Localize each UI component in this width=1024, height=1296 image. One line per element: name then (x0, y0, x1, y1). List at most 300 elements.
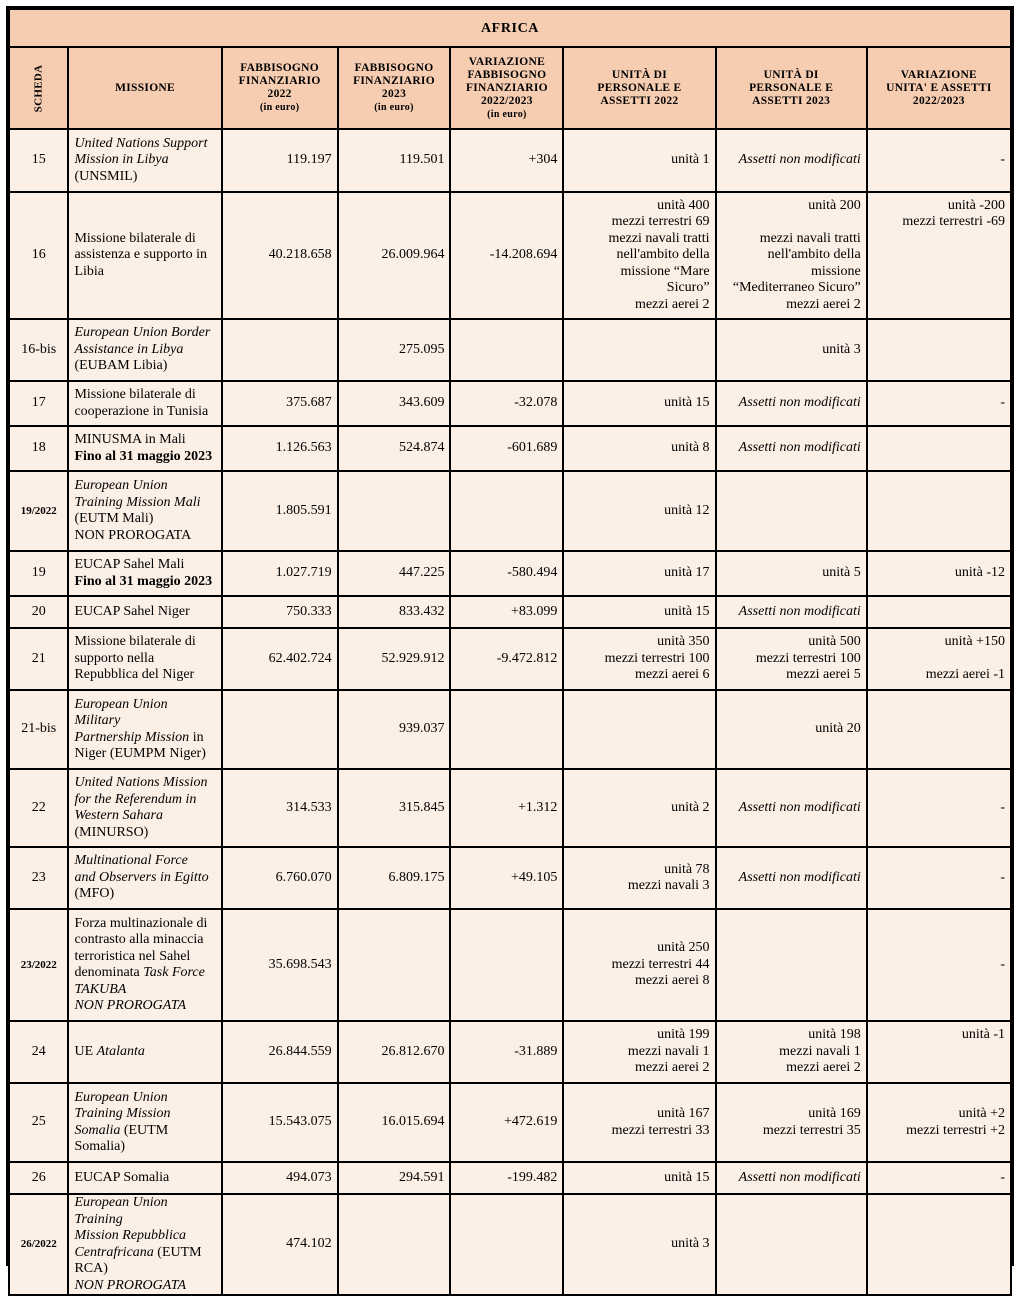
unita-line: unità 3 (671, 1236, 710, 1252)
unita-line: Assetti non modificati (738, 1169, 861, 1185)
missione-cell (69, 193, 220, 318)
fabbisogno-2022-cell: 1.805.591 (223, 472, 337, 550)
unita-line: unità 400 (657, 197, 710, 213)
unita-line: mezzi navali 1 (627, 1043, 710, 1059)
variazione-unita-cell (868, 848, 1010, 908)
missione-line (74, 634, 215, 651)
missione-text: cooperazione in Tunisia (74, 403, 209, 419)
missione-line (74, 264, 215, 281)
missione-cell (69, 848, 220, 908)
missione-line (74, 730, 215, 747)
unita-2022-cell (564, 1022, 714, 1082)
unita-line: Assetti non modificati (738, 395, 861, 411)
unita-line: unità 500 (808, 634, 861, 650)
missione-line (74, 152, 215, 169)
fabbisogno-2023-cell (339, 1195, 450, 1294)
variazione-unita-cell (868, 629, 1010, 689)
missione-cell (69, 1163, 220, 1193)
missione-text: and Observers in Egitto (74, 869, 209, 885)
missione-text: European Union (74, 1089, 168, 1105)
missione-line (74, 511, 215, 528)
variazione-unita-cell (868, 193, 1010, 318)
header-fabbisogno-2023: FABBISOGNO FINANZIARIO 2023 (in euro) (339, 48, 450, 128)
unita-2022-cell (564, 1195, 714, 1294)
variazione-unita-cell (868, 691, 1010, 768)
fabbisogno-2022-cell: 35.698.543 (223, 910, 337, 1020)
variazione-fabbisogno-cell: +1.312 (451, 770, 562, 846)
missione-cell (69, 552, 220, 595)
variazione-unita-cell (868, 770, 1010, 846)
unita-line: - (1000, 395, 1005, 411)
missione-text: TAKUBA (74, 981, 127, 997)
missione-cell (69, 130, 220, 191)
fabbisogno-2023-cell: 833.432 (339, 597, 450, 627)
unita-line: unità 250 (657, 940, 710, 956)
missione-suffix: Task Force (143, 965, 205, 980)
missione-text: assistenza e supporto in (74, 247, 208, 263)
missione-text: Fino al 31 maggio 2023 (74, 573, 213, 589)
unita-line: unità -1 (961, 1027, 1005, 1043)
variazione-fabbisogno-cell: -601.689 (451, 427, 562, 470)
table-row (10, 629, 1010, 689)
unita-line: unità 20 (815, 721, 861, 737)
table-row (10, 320, 1010, 380)
missione-cell (69, 910, 220, 1020)
unita-line: unità 167 (657, 1106, 710, 1121)
unita-2022-cell (564, 770, 714, 846)
missione-text: MINUSMA in Mali (74, 432, 186, 447)
missione-line (74, 932, 215, 949)
missione-line (74, 169, 215, 186)
missione-line (74, 1106, 215, 1123)
missione-line (74, 358, 215, 375)
missione-text: Centrafricana (74, 1244, 154, 1260)
scheda-cell: 20 (10, 597, 67, 627)
missione-line (74, 965, 215, 982)
missione-suffix: in (189, 729, 204, 745)
table-row (10, 472, 1010, 550)
scheda-cell: 23/2022 (10, 910, 67, 1020)
unita-line: mezzi terrestri +2 (906, 1122, 1005, 1138)
header-variazione-unita: VARIAZIONE UNITA' E ASSETTI 2022/2023 (868, 48, 1010, 128)
missione-text: European Union (74, 478, 168, 493)
unita-2023-cell (717, 910, 866, 1020)
unita-2023-cell (717, 770, 866, 846)
missione-cell (69, 472, 220, 550)
missione-line (74, 1090, 215, 1107)
scheda-cell: 21-bis (10, 691, 67, 768)
africa-missions-table (8, 8, 1012, 1296)
fabbisogno-2023-cell: 275.095 (339, 320, 450, 380)
missione-line (74, 792, 215, 809)
unita-line: - (1000, 869, 1005, 885)
missione-line (74, 495, 215, 512)
header-unita-2023: UNITÀ DI PERSONALE E ASSETTI 2023 (717, 48, 866, 128)
unita-line (873, 1044, 1005, 1061)
missione-text: EUCAP Sahel Mali (74, 557, 185, 572)
scheda-cell: 25 (10, 1084, 67, 1161)
unita-line: mezzi terrestri 44 (611, 956, 710, 972)
missione-text: (MINURSO) (74, 824, 149, 840)
unita-line: Assetti non modificati (738, 440, 861, 456)
missione-line (74, 886, 215, 903)
fabbisogno-2022-cell (223, 691, 337, 768)
unita-line: mezzi terrestri 35 (762, 1122, 861, 1138)
missione-cell (69, 1022, 220, 1082)
unita-2023-cell (717, 1022, 866, 1082)
unita-2022-cell (564, 848, 714, 908)
unita-line: mezzi navali tratti (759, 230, 861, 246)
missione-text: Mission in Libya (74, 152, 169, 168)
missione-line (74, 916, 215, 933)
missione-text: (MFO) (74, 886, 115, 902)
unita-line (873, 264, 1005, 281)
missione-line (74, 604, 215, 621)
unita-2022-cell (564, 1163, 714, 1193)
missione-text: Mission Repubblica (74, 1228, 187, 1243)
unita-line: unità 78 (664, 861, 710, 877)
missione-line (74, 697, 215, 714)
unita-line: - (1000, 956, 1005, 972)
missione-line (74, 557, 215, 574)
unita-2022-cell (564, 1084, 714, 1161)
fabbisogno-2022-cell: 26.844.559 (223, 1022, 337, 1082)
unita-2022-cell (564, 691, 714, 768)
variazione-unita-cell (868, 1022, 1010, 1082)
scheda-cell: 18 (10, 427, 67, 470)
scheda-cell: 19 (10, 552, 67, 595)
missione-text: (EUBAM Libia) (74, 358, 168, 374)
missione-text: Missione bilaterale di (74, 634, 196, 650)
fabbisogno-2022-cell: 1.126.563 (223, 427, 337, 470)
missione-text: NON PROROGATA (74, 998, 187, 1013)
missione-cell (69, 427, 220, 470)
unita-2022-cell (564, 910, 714, 1020)
unita-line (873, 651, 1005, 668)
missione-line (74, 651, 215, 668)
missione-text: European Union Training (74, 1195, 168, 1227)
unita-2023-cell (717, 552, 866, 595)
missione-cell (69, 320, 220, 380)
fabbisogno-2022-cell: 62.402.724 (223, 629, 337, 689)
variazione-fabbisogno-cell: +304 (451, 130, 562, 191)
missione-text: NON PROROGATA (74, 527, 192, 543)
unita-2022-cell (564, 597, 714, 627)
missione-text: NON PROROGATA (74, 1277, 187, 1293)
unita-line: unità 17 (664, 565, 710, 581)
unita-2023-cell (717, 427, 866, 470)
table-row (10, 382, 1010, 425)
table-row (10, 1163, 1010, 1193)
missione-line (74, 808, 215, 825)
missione-text: Partnership Mission (74, 729, 190, 745)
missione-text: Fino al 31 maggio 2023 (74, 448, 213, 464)
table-row (10, 910, 1010, 1020)
unita-line: mezzi aerei 5 (786, 667, 861, 683)
unita-2023-cell (717, 1084, 866, 1161)
unita-line: unità +150 (944, 634, 1005, 650)
unita-line: mezzi terrestri 100 (604, 650, 710, 666)
variazione-unita-cell (868, 910, 1010, 1020)
fabbisogno-2022-cell: 40.218.658 (223, 193, 337, 318)
unita-2022-cell (564, 472, 714, 550)
missione-text: EUCAP Sahel Niger (74, 603, 190, 619)
variazione-fabbisogno-cell: +49.105 (451, 848, 562, 908)
header-variazione-fabbisogno: VARIAZIONE FABBISOGNO FINANZIARIO 2022/2023 (in euro) (451, 48, 562, 128)
unita-line: mezzi terrestri 69 (611, 214, 710, 230)
missione-text: EUCAP Somalia (74, 1169, 170, 1185)
unita-line: unità 15 (664, 1169, 710, 1185)
missione-line (74, 982, 215, 999)
fabbisogno-2022-cell: 494.073 (223, 1163, 337, 1193)
unita-2022-cell (564, 320, 714, 380)
table-row (10, 193, 1010, 318)
missione-text: Missione bilaterale di (74, 230, 196, 246)
unita-2023-cell (717, 193, 866, 318)
table-title: AFRICA (10, 10, 1010, 46)
missione-text: United Nations Mission (74, 775, 208, 790)
variazione-unita-cell (868, 320, 1010, 380)
missione-cell (69, 629, 220, 689)
missione-line (74, 404, 215, 421)
variazione-unita-cell (868, 1195, 1010, 1294)
variazione-fabbisogno-cell: -9.472.812 (451, 629, 562, 689)
table-row (10, 1195, 1010, 1294)
variazione-fabbisogno-cell: -31.889 (451, 1022, 562, 1082)
missione-suffix: (EUTM (120, 1122, 169, 1138)
unita-line: mezzi navali 1 (779, 1043, 861, 1059)
scheda-cell: 24 (10, 1022, 67, 1082)
fabbisogno-2023-cell: 16.015.694 (339, 1084, 450, 1161)
fabbisogno-2023-cell: 119.501 (339, 130, 450, 191)
missione-line (74, 1044, 215, 1061)
missione-line (74, 478, 215, 495)
unita-2023-cell (717, 1195, 866, 1294)
missione-text: Somalia) (74, 1139, 125, 1154)
unita-line: Assetti non modificati (738, 869, 861, 885)
unita-line (722, 214, 861, 231)
variazione-fabbisogno-cell (451, 472, 562, 550)
africa-table-frame (6, 6, 1014, 1293)
missione-text: UE (74, 1043, 97, 1059)
table-body (10, 130, 1010, 1294)
missione-text: for the Referendum in (74, 791, 197, 807)
missione-line (74, 949, 215, 966)
fabbisogno-2022-cell: 6.760.070 (223, 848, 337, 908)
variazione-fabbisogno-cell: -32.078 (451, 382, 562, 425)
table-row (10, 691, 1010, 768)
unita-line: unità 199 (657, 1027, 710, 1043)
missione-line (74, 746, 215, 763)
missione-suffix: (EUTM (153, 1244, 202, 1260)
unita-2022-cell (564, 193, 714, 318)
unita-2022-cell (564, 629, 714, 689)
missione-line (74, 1170, 215, 1187)
unita-line: unità 169 (808, 1106, 861, 1121)
missione-text: Training Mission (74, 1106, 171, 1121)
unita-line: unità +2 (958, 1106, 1005, 1121)
unita-line: unità 5 (822, 565, 861, 581)
unita-2023-cell (717, 1163, 866, 1193)
missione-cell (69, 1084, 220, 1161)
missione-text: Libia (74, 263, 104, 279)
unita-line: mezzi aerei 8 (634, 973, 710, 989)
unita-line: nell'ambito della (767, 247, 861, 263)
unita-line: unità 198 (808, 1027, 861, 1043)
missione-line (74, 998, 215, 1015)
missione-suffix: Atalanta (96, 1043, 145, 1059)
missione-line (74, 136, 215, 153)
unita-2022-cell (564, 427, 714, 470)
variazione-fabbisogno-cell: -199.482 (451, 1163, 562, 1193)
missione-text: terroristica nel Sahel (74, 948, 191, 964)
unita-line: unità 8 (671, 440, 710, 456)
fabbisogno-2023-cell: 52.929.912 (339, 629, 450, 689)
table-row (10, 848, 1010, 908)
missione-line (74, 528, 215, 545)
missione-text: Repubblica del Niger (74, 667, 195, 683)
missione-line (74, 574, 215, 591)
scheda-cell: 21 (10, 629, 67, 689)
missione-line (74, 870, 215, 887)
scheda-cell: 26 (10, 1163, 67, 1193)
missione-cell (69, 1195, 220, 1294)
fabbisogno-2022-cell: 1.027.719 (223, 552, 337, 595)
missione-text: Somalia (74, 1122, 121, 1138)
variazione-unita-cell (868, 427, 1010, 470)
missione-line (74, 432, 215, 449)
table-row (10, 1084, 1010, 1161)
missione-line (74, 1278, 215, 1295)
unita-line: - (1000, 152, 1005, 168)
unita-line: mezzi aerei 2 (786, 1060, 861, 1076)
unita-line: Sicuro” (666, 280, 710, 296)
missione-line (74, 325, 215, 342)
missione-line (74, 1228, 215, 1245)
fabbisogno-2023-cell: 524.874 (339, 427, 450, 470)
missione-text: Assistance in Libya (74, 341, 184, 357)
unita-line: mezzi navali 3 (627, 878, 710, 893)
unita-2023-cell (717, 130, 866, 191)
missione-line (74, 853, 215, 870)
unita-line: unità 15 (664, 395, 710, 411)
unita-line (873, 231, 1005, 248)
scheda-cell: 16-bis (10, 320, 67, 380)
missione-line (74, 387, 215, 404)
unita-line: unità 2 (671, 799, 710, 815)
missione-line (74, 342, 215, 359)
unita-line: unità 3 (822, 341, 861, 357)
unita-line: “Mediterraneo Sicuro” (732, 280, 861, 296)
unita-2023-cell (717, 629, 866, 689)
missione-text: Training Mission Mali (74, 494, 201, 510)
unita-line: mezzi terrestri -69 (902, 214, 1005, 230)
missione-line (74, 1123, 215, 1140)
unita-line: missione (810, 263, 861, 279)
missione-line (74, 1139, 215, 1156)
variazione-fabbisogno-cell (451, 320, 562, 380)
scheda-cell: 17 (10, 382, 67, 425)
fabbisogno-2023-cell: 939.037 (339, 691, 450, 768)
missione-cell (69, 770, 220, 846)
missione-text: European Union Border (74, 325, 211, 341)
unita-line (873, 280, 1005, 297)
missione-text: supporto nella (74, 650, 155, 666)
scheda-cell: 22 (10, 770, 67, 846)
unita-line: mezzi aerei 2 (786, 296, 861, 312)
missione-text: Forza multinazionale di (74, 915, 208, 931)
variazione-unita-cell (868, 1163, 1010, 1193)
unita-2022-cell (564, 130, 714, 191)
missione-cell (69, 597, 220, 627)
unita-line: mezzi navali tratti (608, 230, 710, 246)
variazione-fabbisogno-cell (451, 1195, 562, 1294)
unita-2023-cell (717, 382, 866, 425)
scheda-cell: 26/2022 (10, 1195, 67, 1294)
missione-line (74, 247, 215, 264)
table-row (10, 597, 1010, 627)
missione-line (74, 1245, 215, 1262)
unita-line: mezzi aerei 2 (634, 296, 710, 312)
variazione-unita-cell (868, 552, 1010, 595)
variazione-unita-cell (868, 597, 1010, 627)
fabbisogno-2022-cell: 375.687 (223, 382, 337, 425)
missione-text: RCA) (74, 1261, 108, 1276)
missione-text: European Union (74, 696, 168, 712)
missione-cell (69, 691, 220, 768)
fabbisogno-2022-cell: 750.333 (223, 597, 337, 627)
missione-cell (69, 382, 220, 425)
variazione-fabbisogno-cell (451, 910, 562, 1020)
table-row (10, 552, 1010, 595)
unita-line: unità 12 (664, 502, 710, 518)
scheda-cell: 16 (10, 193, 67, 318)
missione-line (74, 667, 215, 684)
unita-line: mezzi terrestri 33 (611, 1122, 710, 1138)
fabbisogno-2023-cell: 26.812.670 (339, 1022, 450, 1082)
unita-line: - (1000, 799, 1005, 815)
unita-line: unità 1 (671, 152, 710, 168)
unita-line (873, 247, 1005, 264)
unita-line: unità 350 (657, 634, 710, 650)
fabbisogno-2022-cell: 474.102 (223, 1195, 337, 1294)
unita-line (873, 1060, 1005, 1077)
unita-line: Assetti non modificati (738, 603, 861, 619)
unita-line: unità 200 (808, 197, 861, 213)
unita-2023-cell (717, 597, 866, 627)
variazione-fabbisogno-cell: -580.494 (451, 552, 562, 595)
missione-line (74, 825, 215, 842)
missione-text: (EUTM Mali) (74, 511, 154, 526)
missione-line (74, 1195, 215, 1228)
table-row (10, 427, 1010, 470)
scheda-cell: 23 (10, 848, 67, 908)
fabbisogno-2022-cell: 15.543.075 (223, 1084, 337, 1161)
header-missione: MISSIONE (69, 48, 220, 128)
unita-line (873, 297, 1005, 314)
fabbisogno-2023-cell: 315.845 (339, 770, 450, 846)
variazione-fabbisogno-cell: +472.619 (451, 1084, 562, 1161)
unita-line: mezzi terrestri 100 (755, 650, 861, 666)
scheda-cell: 15 (10, 130, 67, 191)
unita-line: missione “Mare (620, 263, 710, 279)
fabbisogno-2023-cell: 26.009.964 (339, 193, 450, 318)
scheda-cell: 19/2022 (10, 472, 67, 550)
header-unita-2022: UNITÀ DI PERSONALE E ASSETTI 2022 (564, 48, 714, 128)
missione-line (74, 713, 215, 730)
variazione-fabbisogno-cell: +83.099 (451, 597, 562, 627)
missione-text: denominata (74, 965, 144, 980)
